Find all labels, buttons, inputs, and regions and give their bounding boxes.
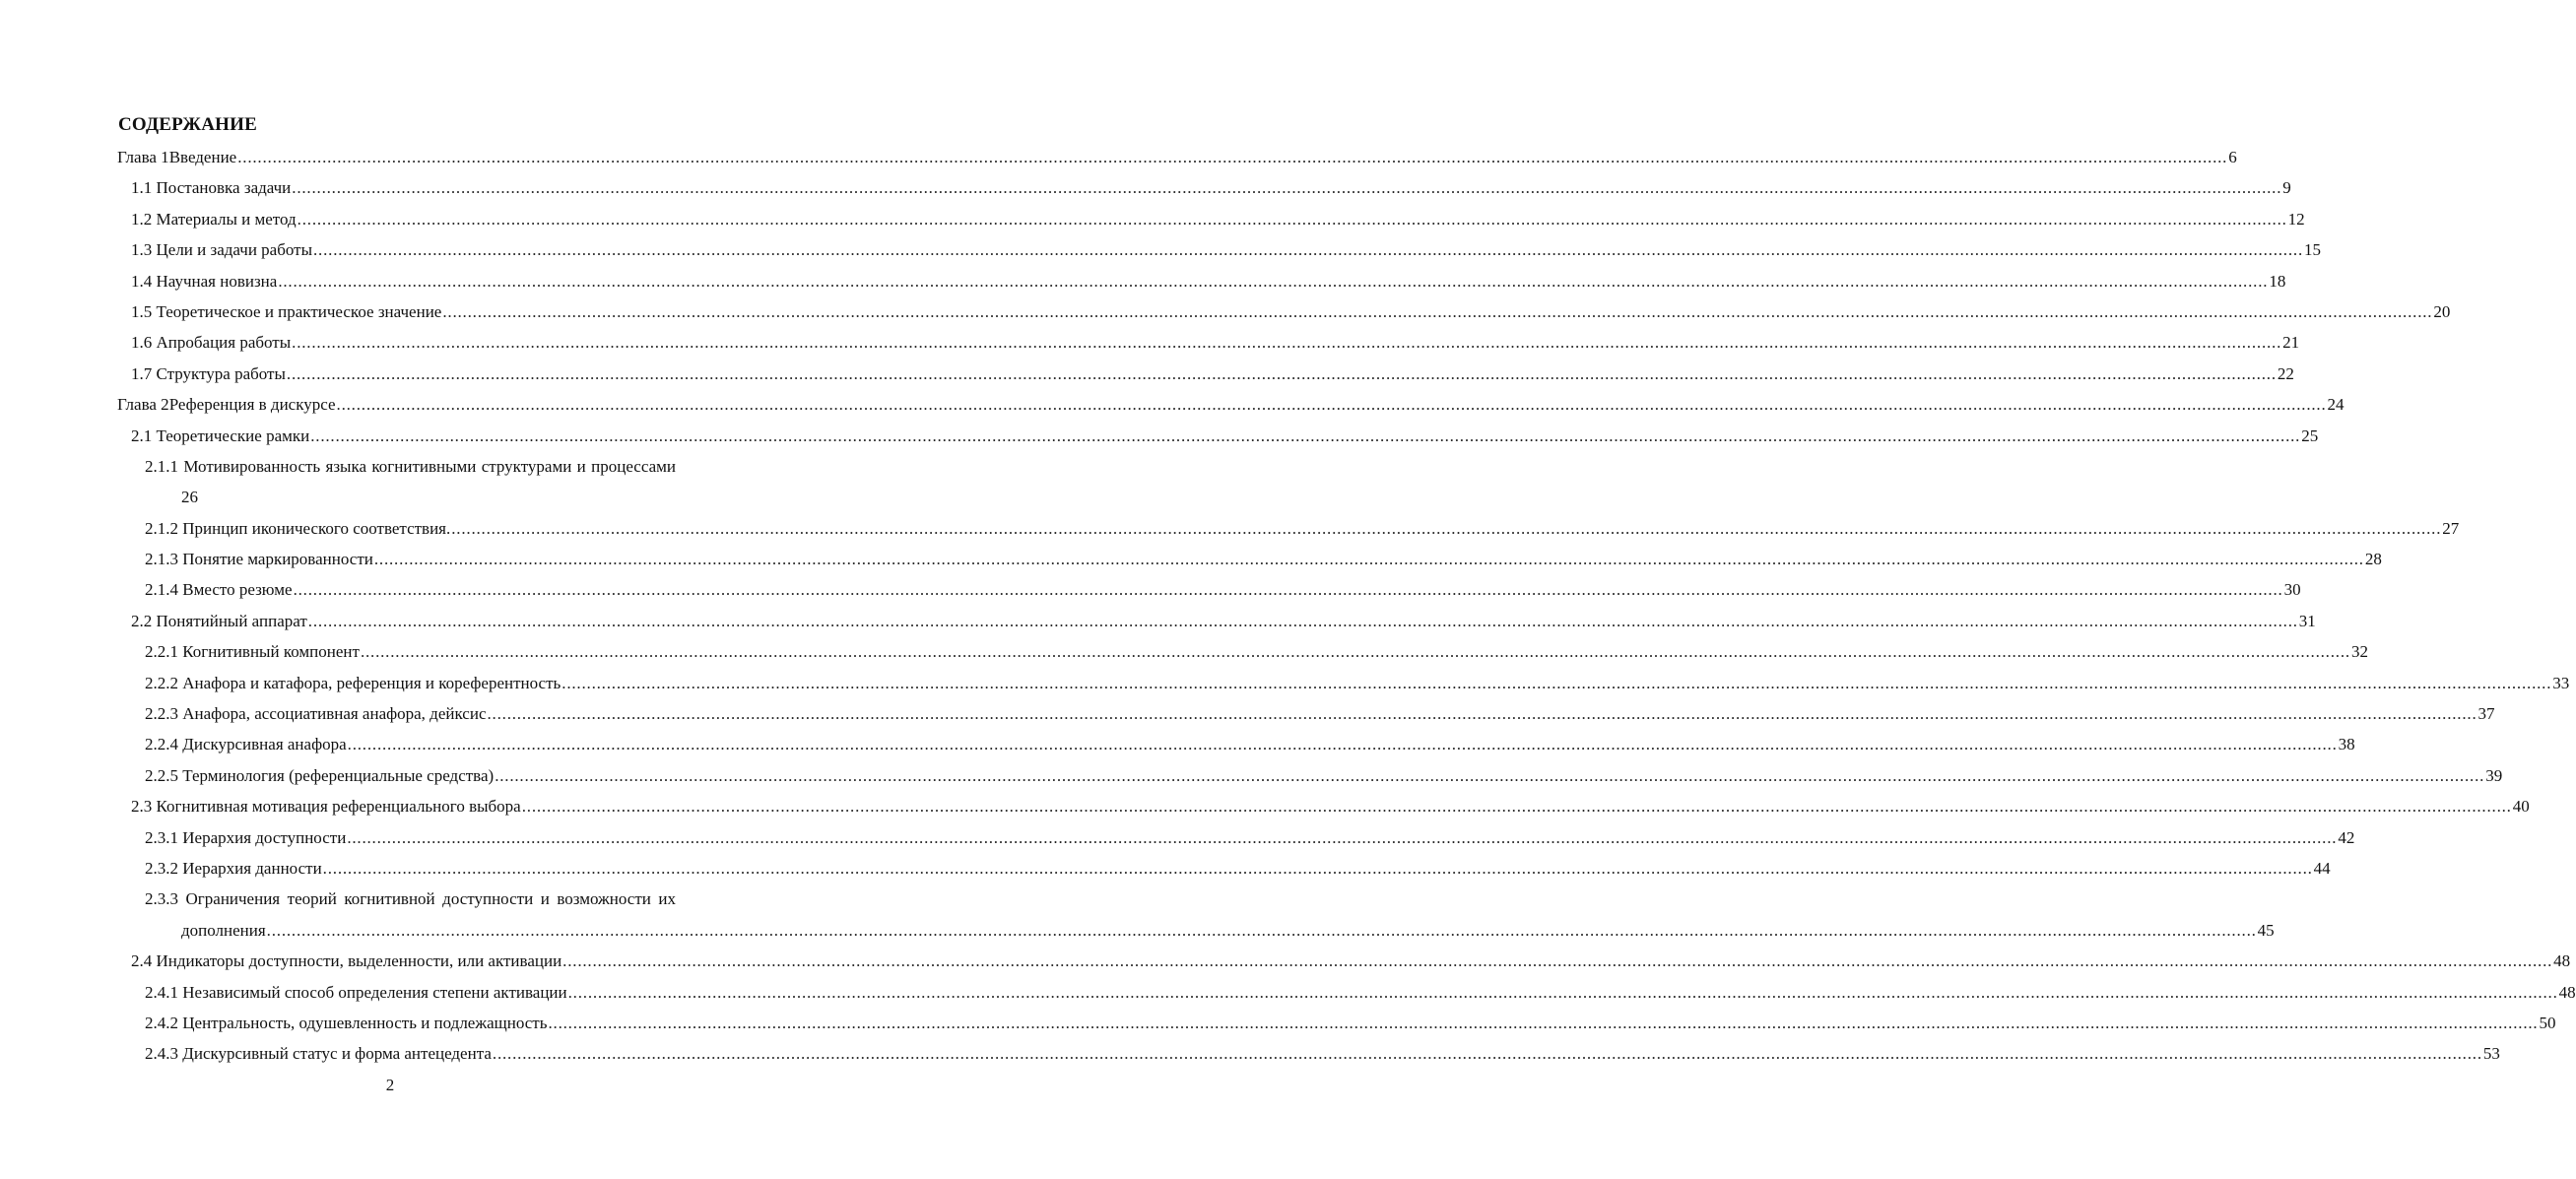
toc-entry-label: 2.1.2 Принцип иконического соответствия. bbox=[145, 518, 451, 538]
dot-leader: ................................................................................................................................................................................................................................................................................................................................................................................................................ bbox=[562, 951, 2553, 971]
toc-page-number: 24 bbox=[2327, 395, 2345, 415]
toc-entry-label: 2.2.2 Анафора и катафора, референция и кореферентность bbox=[145, 673, 561, 692]
dot-leader: ................................................................................................................................................................................................................................................................................................................................................................................................................ bbox=[297, 209, 2287, 229]
toc-page-number: 39 bbox=[2485, 765, 2503, 785]
toc-page-number: 18 bbox=[2269, 271, 2286, 291]
toc-entry-label: 1.5 Теоретическое и практическое значение bbox=[131, 301, 442, 321]
toc-entry[interactable] bbox=[131, 301, 2451, 333]
toc-entry-label: 2.1.1 Мотивированность языка когнитивными структурами и процессами bbox=[145, 456, 676, 476]
dot-leader: ................................................................................................................................................................................................................................................................................................................................................................................................................ bbox=[360, 642, 2350, 662]
toc-entry-label: 1.2 Материалы и метод bbox=[131, 209, 297, 229]
toc-entry-label: 1.4 Научная новизна bbox=[131, 271, 278, 291]
dot-leader: ................................................................................................................................................................................................................................................................................................................................................................................................................ bbox=[237, 148, 2228, 166]
dot-leader: ................................................................................................................................................................................................................................................................................................................................................................................................................ bbox=[286, 363, 2277, 383]
chapter-number: Глава 1 bbox=[117, 148, 169, 166]
toc-entry[interactable] bbox=[145, 889, 676, 920]
toc-entry-label: 2.4 Индикаторы доступности, выделенности, или активации bbox=[131, 951, 562, 971]
toc-entry-label-continued: дополнения bbox=[181, 920, 266, 940]
dot-leader: ................................................................................................................................................................................................................................................................................................................................................................................................................ bbox=[492, 1044, 2482, 1064]
toc-page-number: 21 bbox=[2282, 333, 2300, 353]
toc-entry[interactable] bbox=[131, 209, 2305, 240]
toc-page-number: 53 bbox=[2482, 1044, 2500, 1064]
toc-entry-label: 2.3.2 Иерархия данности bbox=[145, 858, 322, 878]
toc-entry-label: 2.1 Теоретические рамки bbox=[131, 426, 310, 445]
dot-leader: ................................................................................................................................................................................................................................................................................................................................................................................................................ bbox=[451, 518, 2442, 538]
toc-entry[interactable] bbox=[145, 518, 2460, 550]
toc-entry[interactable] bbox=[131, 178, 2291, 209]
toc-entry[interactable] bbox=[131, 797, 2530, 827]
table-of-contents bbox=[0, 148, 2576, 1076]
toc-page-number: 12 bbox=[2287, 209, 2305, 229]
toc-page-number: 45 bbox=[2257, 920, 2275, 940]
toc-page-number: 48 bbox=[2553, 951, 2571, 971]
dot-leader: ................................................................................................................................................................................................................................................................................................................................................................................................................ bbox=[373, 550, 2364, 569]
toc-entry-label: 2.2.1 Когнитивный компонент bbox=[145, 642, 360, 662]
toc-entry[interactable] bbox=[145, 982, 2576, 1014]
dot-leader: ................................................................................................................................................................................................................................................................................................................................................................................................................ bbox=[548, 1013, 2539, 1032]
toc-page-number: 40 bbox=[2512, 797, 2530, 817]
toc-entry-label: 1.6 Апробация работы bbox=[131, 333, 292, 353]
toc-entry[interactable] bbox=[145, 827, 2355, 859]
toc-entry-label: Референция в дискурсе bbox=[168, 395, 336, 415]
toc-entry[interactable] bbox=[117, 395, 2345, 426]
dot-leader: ................................................................................................................................................................................................................................................................................................................................................................................................................ bbox=[292, 333, 2282, 353]
chapter-number: Глава 2 bbox=[117, 395, 169, 415]
toc-entry-label: 2.3.3 Ограничения теорий когнитивной доступности и возможности их bbox=[145, 889, 676, 909]
toc-entry[interactable] bbox=[145, 858, 2331, 889]
toc-entry-label: 2.2.3 Анафора, ассоциативная анафора, дейксис bbox=[145, 704, 487, 724]
toc-entry[interactable] bbox=[145, 1044, 2500, 1075]
toc-entry[interactable] bbox=[145, 457, 676, 488]
toc-page-number: 27 bbox=[2442, 518, 2460, 538]
toc-entry-label: 2.2.5 Терминология (референциальные средства) bbox=[145, 765, 495, 785]
dot-leader: ................................................................................................................................................................................................................................................................................................................................................................................................................ bbox=[278, 271, 2269, 291]
toc-page-number: 22 bbox=[2277, 363, 2294, 383]
toc-entry[interactable] bbox=[145, 735, 2355, 765]
toc-entry-label: 2.1.3 Понятие маркированности bbox=[145, 550, 373, 569]
toc-entry-label: 1.7 Структура работы bbox=[131, 363, 286, 383]
toc-entry[interactable] bbox=[145, 673, 2570, 704]
dot-leader: ................................................................................................................................................................................................................................................................................................................................................................................................................ bbox=[347, 827, 2338, 847]
dot-leader: ................................................................................................................................................................................................................................................................................................................................................................................................................ bbox=[487, 704, 2477, 724]
dot-leader: ................................................................................................................................................................................................................................................................................................................................................................................................................ bbox=[561, 673, 2552, 692]
dot-leader: ................................................................................................................................................................................................................................................................................................................................................................................................................ bbox=[442, 301, 2433, 321]
toc-page-number: 26 bbox=[181, 488, 198, 507]
dot-leader: ................................................................................................................................................................................................................................................................................................................................................................................................................ bbox=[336, 395, 2327, 415]
dot-leader: ................................................................................................................................................................................................................................................................................................................................................................................................................ bbox=[521, 797, 2512, 817]
toc-entry[interactable] bbox=[131, 611, 2316, 642]
toc-entry[interactable] bbox=[131, 240, 2321, 271]
dot-leader: ................................................................................................................................................................................................................................................................................................................................................................................................................ bbox=[313, 240, 2303, 260]
toc-page-number: 32 bbox=[2350, 642, 2368, 662]
toc-page-number: 25 bbox=[2301, 426, 2319, 445]
toc-entry-label: 1.1 Постановка задачи bbox=[131, 178, 292, 198]
dot-leader: ................................................................................................................................................................................................................................................................................................................................................................................................................ bbox=[310, 426, 2301, 445]
dot-leader: ................................................................................................................................................................................................................................................................................................................................................................................................................ bbox=[293, 580, 2283, 600]
toc-entry-label: 2.2.4 Дискурсивная анафора bbox=[145, 735, 347, 754]
toc-entry[interactable] bbox=[131, 363, 2294, 395]
toc-page-number: 42 bbox=[2338, 827, 2355, 847]
toc-entry-label: 2.4.1 Независимый способ определения степени активации bbox=[145, 982, 567, 1002]
toc-entry[interactable] bbox=[145, 642, 2368, 673]
toc-page-number: 15 bbox=[2304, 240, 2321, 260]
toc-page-number: 6 bbox=[2228, 148, 2237, 166]
toc-page-number: 44 bbox=[2313, 858, 2331, 878]
toc-entry-label: 2.1.4 Вместо резюме bbox=[145, 580, 293, 600]
toc-entry[interactable] bbox=[145, 704, 2495, 735]
dot-leader: ................................................................................................................................................................................................................................................................................................................................................................................................................ bbox=[307, 611, 2298, 630]
toc-entry[interactable] bbox=[131, 951, 2571, 982]
toc-page-number: 48 bbox=[2558, 982, 2576, 1002]
toc-entry-continuation[interactable] bbox=[181, 488, 780, 518]
toc-entry-label: 2.4.2 Центральность, одушевленность и подлежащность bbox=[145, 1013, 548, 1032]
toc-entry-label: 2.3.1 Иерархия доступности bbox=[145, 827, 347, 847]
toc-entry-label: 2.3 Когнитивная мотивация референциального выбора bbox=[131, 797, 521, 817]
toc-entry-label: Введение bbox=[168, 148, 237, 166]
toc-page-number: 30 bbox=[2283, 580, 2301, 600]
toc-entry[interactable] bbox=[145, 1013, 2556, 1044]
toc-page-number: 50 bbox=[2539, 1013, 2556, 1032]
toc-entry-label: 2.4.3 Дискурсивный статус и форма антецедента bbox=[145, 1044, 492, 1064]
toc-entry-label: 1.3 Цели и задачи работы bbox=[131, 240, 312, 260]
toc-page-number: 9 bbox=[2282, 178, 2291, 198]
toc-page-number: 31 bbox=[2298, 611, 2316, 630]
dot-leader: ................................................................................................................................................................................................................................................................................................................................................................................................................ bbox=[495, 765, 2485, 785]
dot-leader: ................................................................................................................................................................................................................................................................................................................................................................................................................ bbox=[347, 735, 2338, 754]
toc-entry[interactable] bbox=[181, 920, 2275, 951]
toc-entry[interactable] bbox=[131, 271, 2286, 302]
dot-leader: ................................................................................................................................................................................................................................................................................................................................................................................................................ bbox=[322, 858, 2313, 878]
toc-page-number: 33 bbox=[2552, 673, 2570, 692]
toc-entry[interactable] bbox=[145, 580, 2301, 611]
toc-page-number: 37 bbox=[2477, 704, 2495, 724]
toc-entry-label: 2.2 Понятийный аппарат bbox=[131, 611, 307, 630]
toc-page-number: 28 bbox=[2364, 550, 2382, 569]
toc-entry[interactable] bbox=[131, 333, 2300, 363]
toc-page-number: 38 bbox=[2338, 735, 2355, 754]
dot-leader: ................................................................................................................................................................................................................................................................................................................................................................................................................ bbox=[567, 982, 2558, 1002]
dot-leader: ................................................................................................................................................................................................................................................................................................................................................................................................................ bbox=[292, 178, 2282, 198]
toc-page-number: 20 bbox=[2433, 301, 2451, 321]
dot-leader: ................................................................................................................................................................................................................................................................................................................................................................................................................ bbox=[266, 920, 2257, 940]
page-title: СОДЕРЖАНИЕ bbox=[118, 114, 257, 135]
toc-entry[interactable] bbox=[145, 765, 2503, 797]
toc-entry[interactable] bbox=[131, 426, 2319, 457]
page-number: 2 bbox=[385, 1076, 395, 1094]
toc-entry[interactable] bbox=[117, 148, 2237, 178]
toc-entry[interactable] bbox=[145, 550, 2382, 580]
